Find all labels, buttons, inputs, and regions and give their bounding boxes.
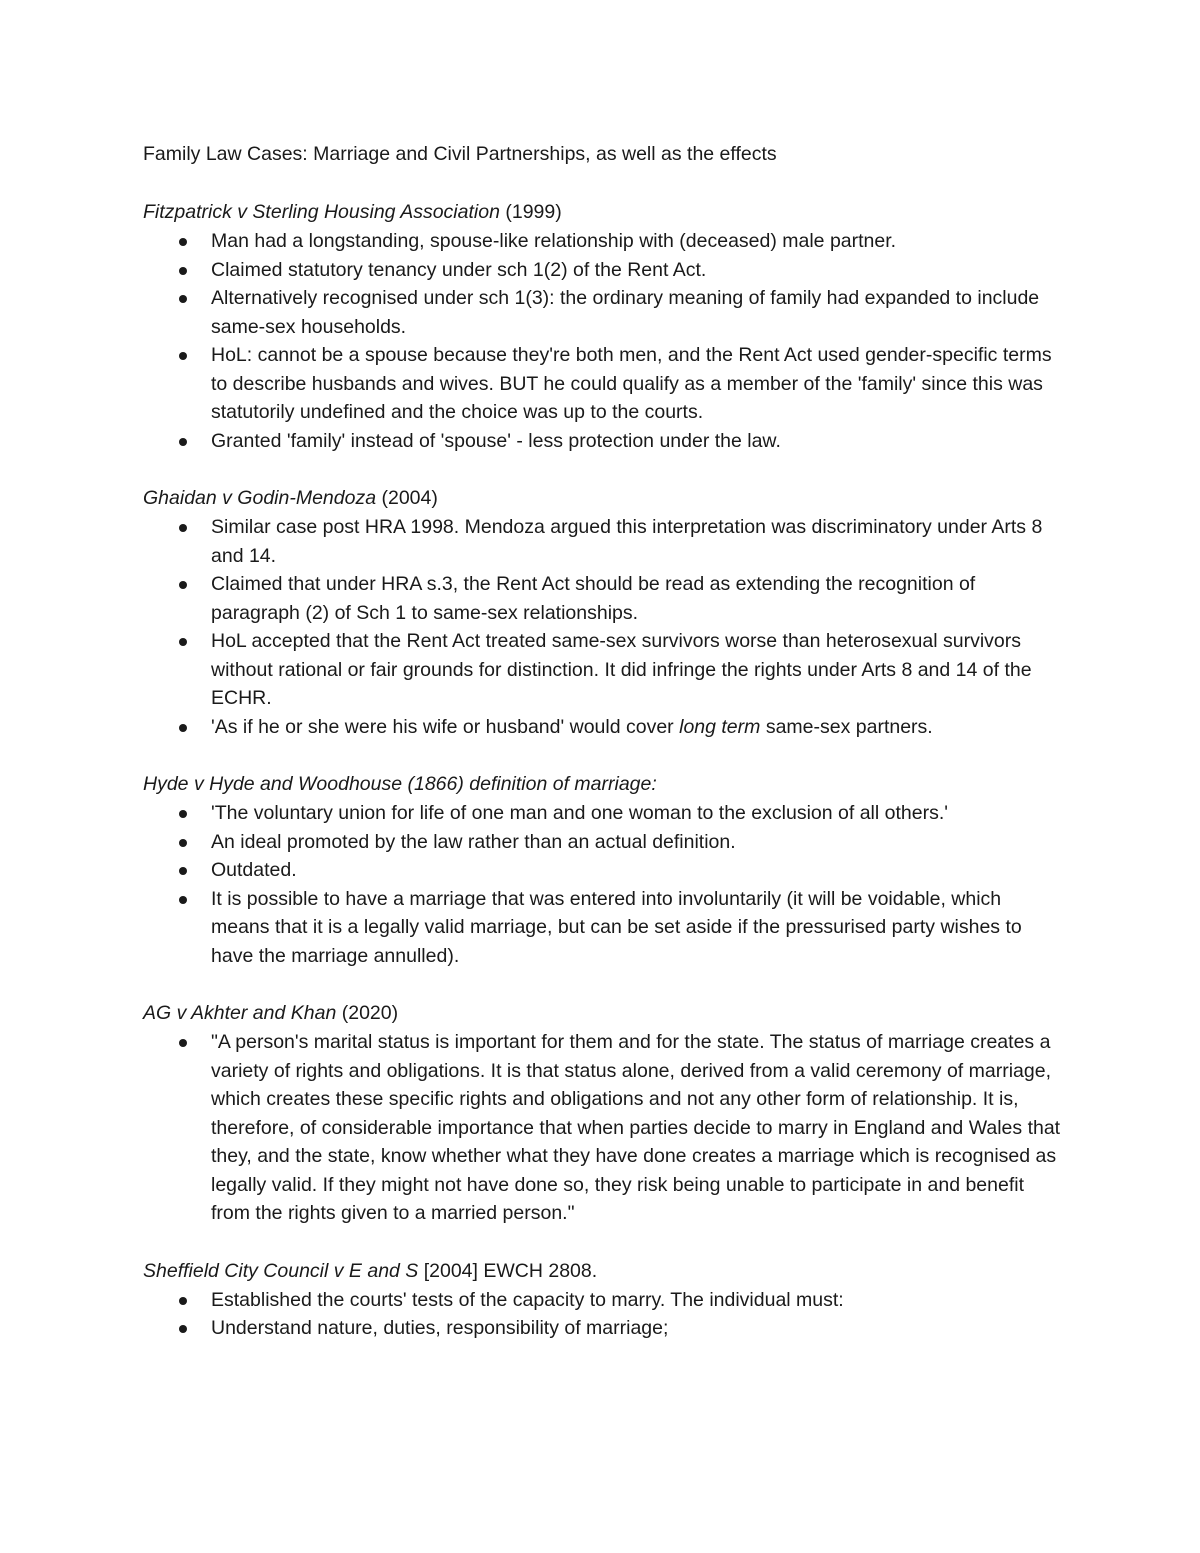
bullet-icon <box>179 1039 187 1047</box>
list-item <box>143 627 1063 713</box>
list-item <box>143 856 1063 885</box>
bullet-icon <box>179 295 187 303</box>
list-item <box>143 341 1063 427</box>
list-item-text-before: 'As if he or she were his wife or husband' would cover <box>211 715 680 738</box>
case-name: Hyde v Hyde and Woodhouse (1866) definition of marriage: <box>143 773 657 795</box>
case-heading <box>143 484 1063 513</box>
list-item <box>143 1314 1063 1343</box>
document-body <box>143 140 1063 1343</box>
bullet-list <box>143 227 1063 455</box>
bullet-icon <box>179 238 187 246</box>
bullet-list <box>143 1286 1063 1343</box>
case-section-hyde <box>143 770 1063 970</box>
list-item-text-emphasis: long term <box>679 715 761 738</box>
list-item-text: An ideal promoted by the law rather than an actual definition. <box>211 830 736 853</box>
bullet-icon <box>179 581 187 589</box>
list-item-text: Claimed statutory tenancy under sch 1(2) of the Rent Act. <box>211 258 707 281</box>
bullet-icon <box>179 267 187 275</box>
bullet-icon <box>179 1325 187 1333</box>
case-name: Sheffield City Council v E and S <box>143 1259 419 1282</box>
bullet-icon <box>179 524 187 532</box>
list-item <box>143 885 1063 971</box>
list-item-text: Outdated. <box>211 859 297 881</box>
list-item-text: It is possible to have a marriage that was entered into involuntarily (it will be voidable, which means that it is a legally valid marriage, but can be set aside if the pressurised party wishes to have the marriage annulled). <box>211 887 1022 967</box>
bullet-icon <box>179 724 187 732</box>
case-heading <box>143 770 1063 799</box>
case-heading <box>143 198 1063 227</box>
bullet-icon <box>179 867 187 875</box>
list-item <box>143 227 1063 256</box>
case-section-akhter <box>143 999 1063 1228</box>
case-year: (2020) <box>336 1002 399 1024</box>
list-item <box>143 1028 1063 1228</box>
bullet-icon <box>179 810 187 818</box>
list-item-text: Granted 'family' instead of 'spouse' - less protection under the law. <box>211 429 781 452</box>
bullet-icon <box>179 839 187 847</box>
bullet-list <box>143 1028 1063 1228</box>
case-name: Ghaidan v Godin-Mendoza <box>143 487 377 509</box>
bullet-list <box>143 513 1063 741</box>
case-year: (2004) <box>376 487 438 509</box>
list-item-text: 'The voluntary union for life of one man and one woman to the exclusion of all others.' <box>211 802 948 824</box>
list-item <box>143 284 1063 341</box>
bullet-icon <box>179 638 187 646</box>
bullet-icon <box>179 1297 187 1305</box>
case-heading <box>143 999 1063 1028</box>
list-item <box>143 713 1063 742</box>
case-section-fitzpatrick <box>143 198 1063 455</box>
list-item <box>143 1286 1063 1315</box>
bullet-list <box>143 799 1063 970</box>
list-item-text: "A person's marital status is important for them and for the state. The status of marriage creates a variety of rights and obligations. It is that status alone, derived from a valid ceremony of marriage, which creates these specific rights and obligations and not any other form of relationship. It is, therefore, of considerable importance that when parties decide to marry in England and Wales that they, and the state, know whether what they have done creates a marriage which is recognised as legally valid. If they might not have done so, they risk being unable to participate in and benefit from the rights given to a married person." <box>211 1031 1061 1224</box>
list-item-text: HoL: cannot be a spouse because they're both men, and the Rent Act used gender-specific terms to describe husbands and wives. BUT he could qualify as a member of the 'family' since this was statutorily undefined and the choice was up to the courts. <box>211 344 1052 423</box>
case-year: [2004] EWCH 2808. <box>418 1259 598 1282</box>
list-item <box>143 828 1063 857</box>
list-item <box>143 256 1063 285</box>
list-item-text: Man had a longstanding, spouse-like relationship with (deceased) male partner. <box>211 230 897 252</box>
case-name: AG v Akhter and Khan <box>143 1002 337 1024</box>
list-item-text: Similar case post HRA 1998. Mendoza argued this interpretation was discriminatory under Arts 8 and 14. <box>211 516 1043 567</box>
list-item-text: Alternatively recognised under sch 1(3): the ordinary meaning of family had expanded to include same-sex households. <box>211 287 1040 338</box>
list-item <box>143 799 1063 828</box>
document-title: Family Law Cases: Marriage and Civil Partnerships, as well as the effects <box>143 143 777 165</box>
list-item-text: HoL accepted that the Rent Act treated same-sex survivors worse than heterosexual survivors without rational or fair grounds for distinction. It did infringe the rights under Arts 8 and 14 of the ECHR. <box>211 630 1032 709</box>
list-item <box>143 427 1063 456</box>
list-item-text: Understand nature, duties, responsibility of marriage; <box>211 1317 669 1339</box>
bullet-icon <box>179 438 187 446</box>
list-item-text: Established the courts' tests of the capacity to marry. The individual must: <box>211 1288 844 1311</box>
case-section-sheffield <box>143 1257 1063 1343</box>
list-item-text: Claimed that under HRA s.3, the Rent Act should be read as extending the recognition of paragraph (2) of Sch 1 to same-sex relationships. <box>211 573 976 624</box>
case-name: Fitzpatrick v Sterling Housing Association <box>143 201 500 223</box>
case-year: (1999) <box>499 201 562 223</box>
bullet-icon <box>179 896 187 904</box>
case-heading <box>143 1257 1063 1286</box>
bullet-icon <box>179 352 187 360</box>
case-section-ghaidan <box>143 484 1063 741</box>
list-item <box>143 570 1063 627</box>
list-item-text-after: same-sex partners. <box>760 715 933 738</box>
list-item <box>143 513 1063 570</box>
